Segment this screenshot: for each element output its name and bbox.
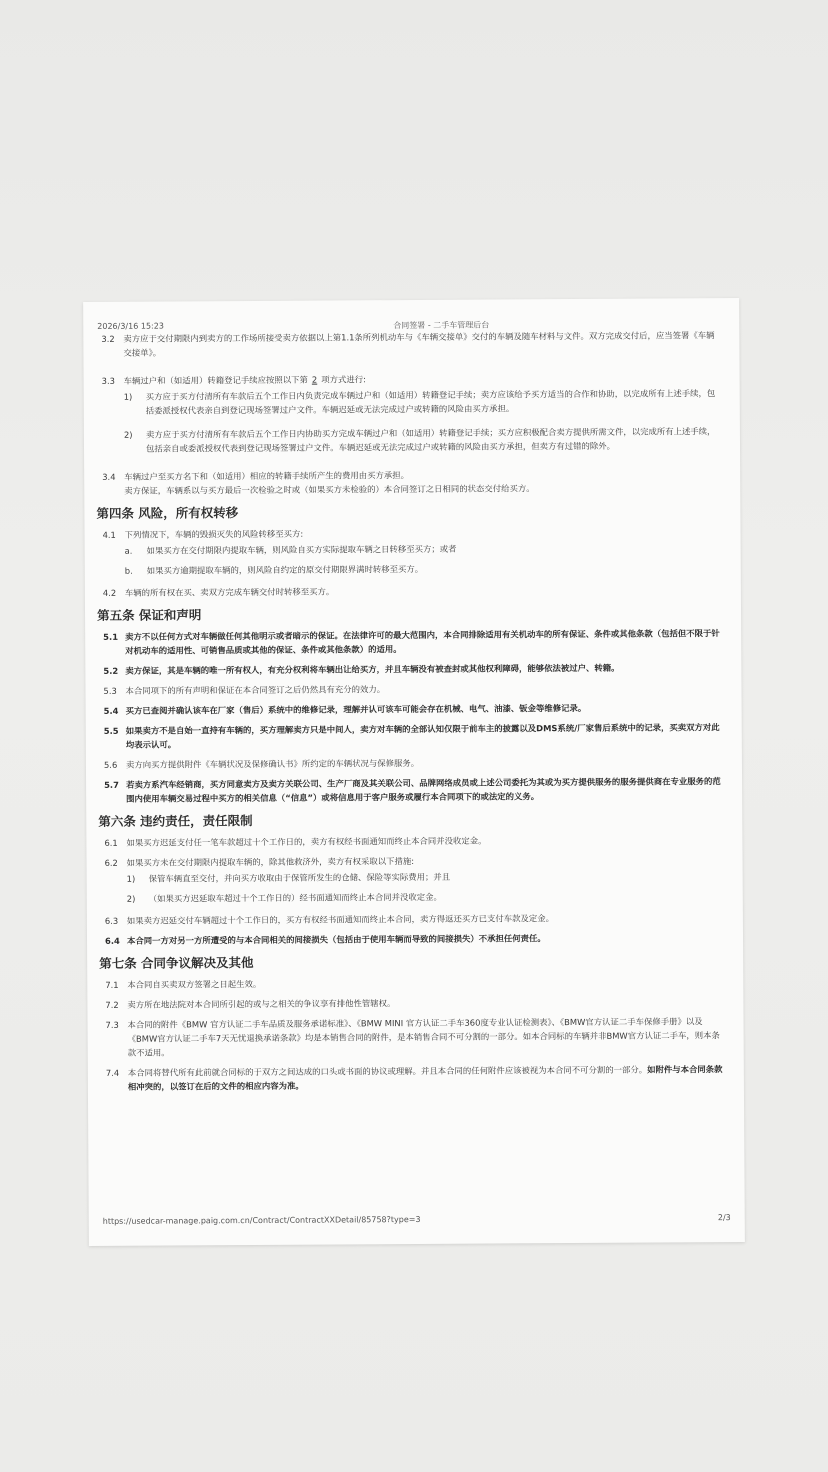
clause-5-7 [100,774,724,806]
clause-number: 7.4 [105,1067,120,1078]
clause-5-5 [100,720,724,752]
clause-text: 如果卖方不是自始一直持有车辆的，买方理解卖方只是中间人，卖方对车辆的全部认知仅限于前车主的披露以及DMS系统/厂家售后系统中的记录，买卖双方对此均表示认可。 [125,722,720,750]
clause-5-3 [99,680,723,698]
clause-text: 如果买方未在交付期限内提取车辆的，除其他救济外，卖方有权采取以下措施: [126,856,415,868]
clause-text: 卖方不以任何方式对车辆做任何其他明示或者暗示的保证。在法律许可的最大范围内，本合同排除适用有关机动车的所有保证、条件或其他条款（包括但不限于针对机动车的适用性、可销售品质或其他的保证、条件或其他条款）的适用。 [125,628,720,656]
clause-text-bold: 如附件与本合同条款相冲突的，以签订在后的文件的相应内容为准。 [127,1064,723,1092]
clause-number: 4.1 [102,529,116,540]
clause-number: 5.7 [104,779,119,790]
sub-number: a. [124,545,133,556]
clause-number: 3.4 [102,471,116,482]
clause-5-2 [99,660,723,678]
clause-6-3 [101,910,725,928]
sub-text: 买方应于买方付清所有车款后五个工作日内负责完成车辆过户和（如适用）转籍登记手续；卖方应该给予买方适当的合作和协助，以完成所有上述手续，包括委派授权代表亲自到登记现场签署过户文件。车辆迟延或无法完成过户或转籍的风险由买方承担。 [145,388,716,416]
clause-number: 5.6 [103,759,118,770]
clause-number: 7.3 [105,1019,119,1030]
section-heading: 第六条 违约责任，责任限制 [98,812,253,829]
clause-text: 车辆的所有权在买、卖双方完成车辆交付时转移至买方。 [124,586,335,598]
clause-text: 本合同一方对另一方所遭受的与本合同相关的间接损失（包括由于使用车辆而导致的间接损失）不承担任何责任。 [126,933,546,946]
clause-5-6 [100,754,724,772]
clause-number: 6.2 [104,857,118,868]
clause-text: 如果卖方迟延交付车辆超过十个工作日的，买方有权经书面通知而终止本合同，卖方得返还买方已支付车款及定金。 [126,913,555,926]
sub-item [124,386,722,418]
sub-text: 如果买方在交付期限内提取车辆，则风险自买方实际提取车辆之日转移至买方；或者 [146,543,457,556]
sub-item [125,560,723,578]
sub-text: 卖方应于买方付清所有车款后五个工作日内协助买方完成车辆过户和（如适用）转籍登记手续；买方应积极配合卖方提供所需文件，以完成所有上述手续，包括亲自或委派授权代表到登记现场签署过户文件。车辆迟延或无法完成过户或转籍的风险由买方承担，但卖方有过错的除外。 [145,426,716,454]
clause-text: 本合同自买卖双方签署之日起生效。 [127,978,262,990]
clause-number: 5.2 [103,665,119,676]
sub-item [125,540,723,558]
clause-text: 卖方保证，其是车辆的唯一所有权人，有充分权利将车辆出让给买方，并且车辆没有被查封或其他权利障碍，能够依法被过户、转籍。 [125,662,620,676]
print-url: https://usedcar-manage.paig.com.cn/Contract/ContractXXDetail/85758?type=3 [102,1214,421,1226]
contract-page [83,298,745,1246]
sub-text: 如果买方逾期提取车辆的，则风险自约定的原交付期限界满时转移至买方。 [146,563,424,576]
sub-number: 1) [123,391,133,402]
print-title: 合同签署 - 二手车管理后台 [393,320,490,331]
clause-text-end: 项方式进行: [321,374,366,385]
clause-number: 5.3 [103,685,117,696]
clause-text: 本合同的附件《BMW 官方认证二手车品质及服务承诺标准》、《BMW MINI 官方认证二手车360度专业认证检测表》、《BMW官方认证二手车保修手册》以及《BMW官方认证二手车7天无忧退换承诺条款》均是本销售合同的附件，是本销售合同不可分割的一部分。如本合同标的车辆并非BMW官方认证二手车，则本条款不适用。 [127,1016,720,1058]
sub-number: 2) [123,429,133,440]
clause-7-1 [101,974,725,992]
page-number: 2/3 [717,1213,731,1223]
clause-text: 卖方保证，车辆系以与买方最后一次检验之时或（如果买方未检验的）本合同签订之日相同的状态交付给买方。 [124,483,535,496]
clause-number: 3.2 [101,333,115,344]
clause-text: 卖方应于交付期限内到卖方的工作场所接受卖方依据以上第1.1条所列机动车与《车辆交接单》交付的车辆及随车材料与文件。双方完成交付后，应当签署《车辆交接单》。 [123,330,715,358]
clause-6-1 [100,832,724,850]
clause-text: 车辆过户至买方名下和（如适用）相应的转籍手续所产生的费用由买方承担。 [124,470,409,482]
clause-text: 买方已查阅并确认该车在厂家（售后）系统中的维修记录，理解并认可该车可能会存在机械、电气、油漆、钣金等维修记录。 [125,702,587,716]
clause-text: 车辆过户和（如适用）转籍登记手续应按照以下第 [123,374,308,386]
clause-7-3 [101,1014,725,1060]
sub-item [127,888,725,906]
clause-text: 本合同项下的所有声明和保证在本合同签订之后仍然具有充分的效力。 [125,684,386,696]
clause-number: 5.4 [103,705,119,716]
clause-6-4 [101,930,725,948]
clause-text: 若卖方系汽车经销商，买方同意卖方及卖方关联公司、生产厂商及其关联公司、品牌网络成员或上述公司委托为其或为买方提供服务的服务提供商在专业服务的范围内使用车辆交易过程中买方的相关信息（“信息”）或将信息用于客户服务或履行本合同项下的或法定的义务。 [126,776,721,804]
section-heading: 第五条 保证和声明 [96,607,202,623]
clause-3-3 [98,370,722,456]
clause-number: 6.3 [104,915,119,926]
clause-3-2 [97,328,721,360]
section-heading: 第七条 合同争议解决及其他 [99,954,254,971]
sub-text: （如果买方迟延取车超过十个工作日的）经书面通知而终止本合同并没收定金。 [148,891,442,904]
clause-text: 下列情况下，车辆的毁损灭失的风险转移至买方: [124,528,304,540]
section-heading: 第四条 风险，所有权转移 [96,505,239,521]
clause-5-1 [99,626,723,658]
print-datetime: 2026/3/16 15:23 [97,321,164,331]
print-footer [103,1213,731,1226]
sub-number: 1) [126,873,136,884]
clause-number: 5.5 [103,725,119,736]
clause-number: 6.1 [104,837,118,848]
clause-text: 卖方向买方提供附件《车辆状况及保修确认书》所约定的车辆状况与保修服务。 [125,757,420,770]
clause-number: 7.2 [105,999,119,1010]
clause-number: 7.1 [105,979,119,990]
sub-number: b. [124,565,133,576]
clause-4-1 [99,524,723,578]
contract-body [97,328,726,1100]
clause-7-2 [101,994,725,1012]
sub-item [127,868,725,886]
option-choice: 2 [311,374,318,385]
clause-5-4 [100,700,724,718]
clause-3-4 [98,466,722,498]
clause-4-2 [99,582,723,600]
sub-number: 2) [126,893,136,904]
clause-number: 6.4 [104,935,120,946]
clause-number: 3.3 [101,375,115,386]
clause-number: 5.1 [103,631,119,642]
clause-text: 卖方所在地法院对本合同所引起的或与之相关的争议享有排他性管辖权。 [127,998,396,1010]
sub-item [124,424,722,456]
clause-6-2 [101,852,725,906]
clause-7-4 [102,1062,726,1094]
clause-text: 如果买方迟延支付任一笔车款超过十个工作日的，卖方有权经书面通知而终止本合同并没收定金。 [126,835,487,848]
clause-text: 本合同将替代所有此前就合同标的于双方之间达成的口头或书面的协议或理解。并且本合同的任何附件应该被视为本合同不可分割的一部分。 [127,1064,648,1078]
sub-text: 保管车辆直至交付，并向买方收取由于保管所发生的仓储、保险等实际费用；并且 [148,871,451,884]
clause-number: 4.2 [102,587,117,598]
